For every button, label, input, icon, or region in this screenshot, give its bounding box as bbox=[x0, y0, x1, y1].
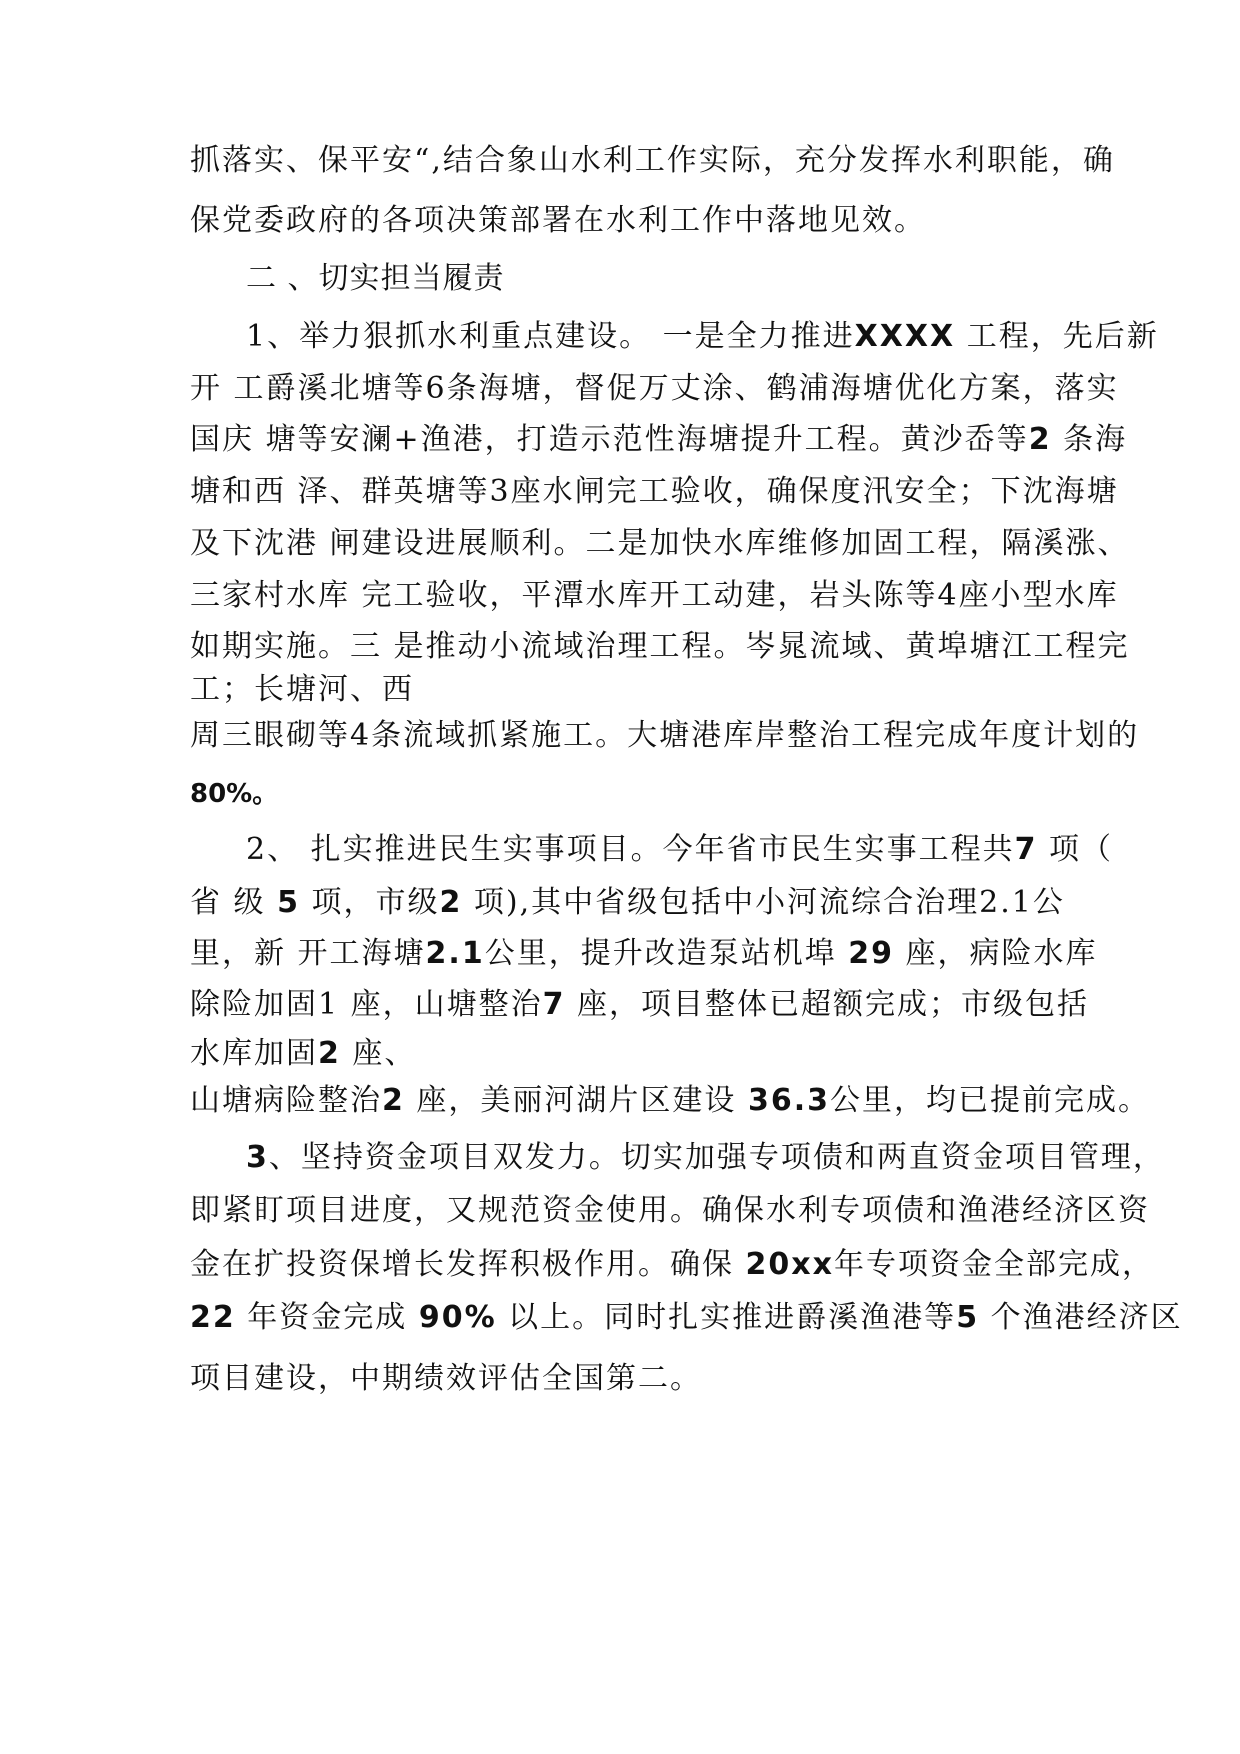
item1-line-10 bbox=[190, 774, 278, 814]
item1-text-4: 塘和西 泽、群英塘等3座水闸完工验收，确保度汛安全；下沈海塘 bbox=[190, 474, 1119, 509]
item1-text-3c: 条海 bbox=[1051, 422, 1128, 457]
item1-text-3a: 国庆 塘等安澜+渔港，打造示范性海塘提升工程。黄沙岙等 bbox=[190, 422, 1029, 457]
item1-text-1a: 1、举力狠抓水利重点建设。 一是全力推进 bbox=[246, 319, 855, 354]
item2-text-6b: 2 bbox=[382, 1083, 405, 1118]
item3-text-3: 金在扩投资保增长发挥积极作用。确保 bbox=[190, 1247, 746, 1282]
item2-text-5b: 2 bbox=[318, 1036, 341, 1071]
intro-line-1 bbox=[190, 141, 1115, 181]
item1-line-8 bbox=[190, 670, 414, 710]
item3-text-4c: 90% bbox=[418, 1300, 497, 1335]
item1-text-5: 及下沈港 闸建设进展顺利。二是加快水库维修加固工程，隔溪涨、 bbox=[190, 526, 1130, 561]
item1-text-3b: 2 bbox=[1028, 422, 1052, 457]
item2-text-3d: 29 bbox=[848, 936, 894, 971]
item2-text-3b: 2.1 bbox=[425, 936, 485, 971]
item2-line-6 bbox=[190, 1081, 1150, 1121]
item2-text-1c: 项（ bbox=[1037, 832, 1114, 867]
section-heading bbox=[246, 259, 505, 299]
item1-line-2 bbox=[190, 369, 1119, 409]
item2-line-4 bbox=[190, 985, 1089, 1025]
item2-text-3c: 公里，提升改造泵站机埠 bbox=[484, 936, 849, 971]
item2-text-2e: 项),其中省级包括中小河流综合治理2.1公 bbox=[462, 885, 1065, 920]
item2-text-5a: 水库加固 bbox=[190, 1036, 318, 1071]
item3-text-1b: 、坚持资金项目双发力。切实加强专项债和两直资金项目管理， bbox=[268, 1140, 1165, 1175]
item3-text-3c: 年专项资金全部完成， bbox=[834, 1247, 1154, 1282]
item3-text-4e: 5 bbox=[956, 1300, 980, 1335]
item1-line-7 bbox=[190, 627, 1130, 667]
item1-text-7: 如期实施。三 是推动小流域治理工程。岑晁流域、黄埠塘江工程完 bbox=[190, 629, 1130, 664]
item2-text-2a: 省 级 bbox=[190, 885, 278, 920]
item2-text-4b: 7 bbox=[542, 987, 566, 1022]
item3-line-5 bbox=[190, 1359, 702, 1399]
intro-line-2 bbox=[190, 201, 926, 241]
item2-text-6c: 座，美丽河湖片区建设 bbox=[404, 1083, 748, 1118]
item1-line-5 bbox=[190, 524, 1130, 564]
item2-line-1 bbox=[246, 830, 1113, 870]
item3-text-4a: 22 bbox=[190, 1300, 236, 1335]
item1-text-8: 工；长塘河、西 bbox=[190, 672, 414, 707]
item1-line-6 bbox=[190, 576, 1119, 616]
item3-text-2: 即紧盯项目进度，又规范资金使用。确保水利专项债和渔港经济区资 bbox=[190, 1193, 1150, 1228]
item2-text-6a: 山塘病险整治 bbox=[190, 1083, 382, 1118]
item1-text-6: 三家村水库 完工验收，平潭水库开工动建，岩头陈等4座小型水库 bbox=[190, 578, 1119, 613]
item1-text-10: 80%。 bbox=[190, 779, 279, 809]
item2-text-4a: 除险加固1 座，山塘整治 bbox=[190, 987, 543, 1022]
intro-text-1: 抓落实、保平安“,结合象山水利工作实际，充分发挥水利职能，确 bbox=[190, 143, 1115, 178]
item1-text-1b: XXXX bbox=[854, 319, 956, 354]
item2-line-3 bbox=[190, 934, 1098, 974]
item3-line-4 bbox=[190, 1298, 1183, 1338]
item2-text-2d: 2 bbox=[439, 885, 463, 920]
item2-text-1b: 7 bbox=[1014, 832, 1038, 867]
item2-text-1a: 2、 扎实推进民生实事项目。今年省市民生实事工程共 bbox=[246, 832, 1015, 867]
item2-text-6e: 公里，均已提前完成。 bbox=[829, 1083, 1150, 1118]
section-heading-text: 二 、切实担当履责 bbox=[246, 261, 505, 296]
intro-text-2: 保党委政府的各项决策部署在水利工作中落地见效。 bbox=[190, 203, 926, 238]
item2-text-2b: 5 bbox=[277, 885, 300, 920]
item3-line-1 bbox=[246, 1138, 1165, 1178]
item3-line-2 bbox=[190, 1191, 1150, 1231]
item2-text-4c: 座，项目整体已超额完成；市级包括 bbox=[565, 987, 1090, 1022]
item2-text-5c: 座、 bbox=[340, 1036, 417, 1071]
item3-text-4b: 年资金完成 bbox=[235, 1300, 419, 1335]
item3-text-1a: 3 bbox=[246, 1140, 269, 1175]
item2-text-2c: 项，市级 bbox=[299, 885, 440, 920]
item1-text-1c: 工程，先后新 bbox=[955, 319, 1159, 354]
item3-text-5: 项目建设，中期绩效评估全国第二。 bbox=[190, 1361, 702, 1396]
item1-line-3 bbox=[190, 420, 1127, 460]
item2-line-5 bbox=[190, 1034, 416, 1074]
item2-text-3a: 里，新 开工海塘 bbox=[190, 936, 426, 971]
item3-text-3b: 20xx bbox=[745, 1247, 834, 1282]
item1-line-4 bbox=[190, 472, 1119, 512]
item2-text-6d: 36.3 bbox=[747, 1083, 830, 1118]
item1-line-9 bbox=[190, 716, 1139, 756]
item1-text-2: 开 工爵溪北塘等6条海塘，督促万丈涂、鹤浦海塘优化方案，落实 bbox=[190, 371, 1119, 406]
item1-text-9: 周三眼砌等4条流域抓紧施工。大塘港库岸整治工程完成年度计划的 bbox=[190, 718, 1140, 753]
item2-line-2 bbox=[190, 883, 1065, 923]
item3-text-4f: 个渔港经济区 bbox=[979, 1300, 1183, 1335]
item2-text-3e: 座，病险水库 bbox=[894, 936, 1098, 971]
item3-line-3 bbox=[190, 1245, 1154, 1285]
item1-line-1 bbox=[246, 317, 1159, 357]
item3-text-4d: 以上。同时扎实推进爵溪渔港等 bbox=[496, 1300, 957, 1335]
